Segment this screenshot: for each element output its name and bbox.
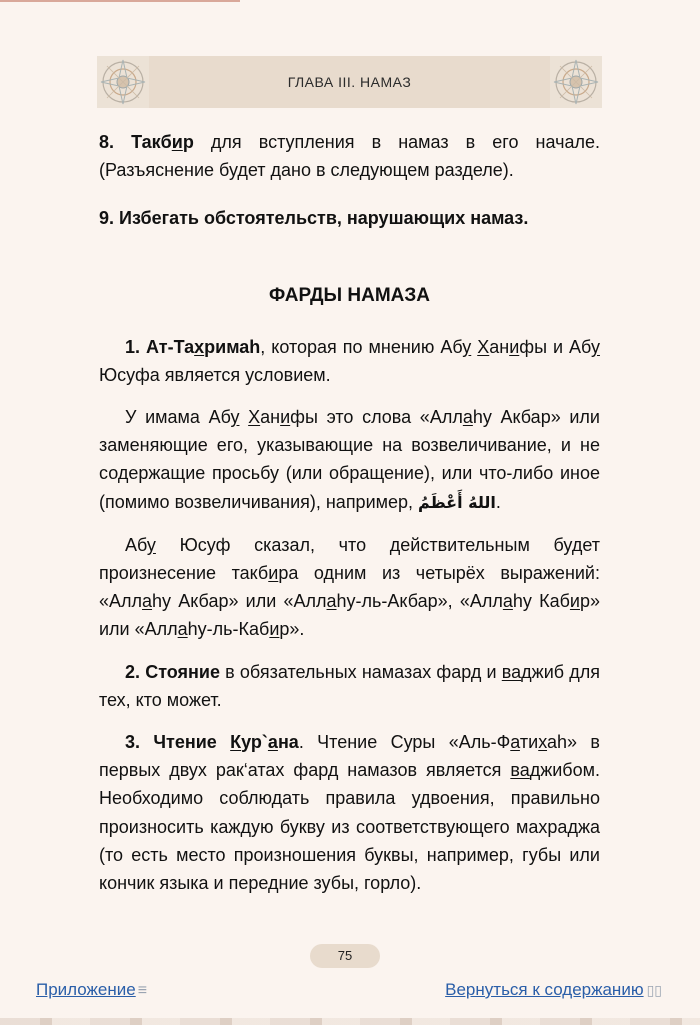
ornament-right-icon: [550, 56, 602, 108]
bottom-decorative-strip: [0, 1018, 700, 1025]
paragraph-quran: 3. Чтение Кур`ана. Чтение Суры «Аль-Фатихаh» в первых двух рак‘атах фард намазов является ваджибом. Необходимо соблюдать правила удвоения, правильно произносить каждую букву из соответствующего махраджа (то есть место произношения буквы, например, губы или кончик языка и передние зубы, горло).: [99, 732, 600, 894]
top-accent-line: [0, 0, 240, 2]
appendix-link-label[interactable]: Приложение: [36, 980, 136, 999]
appendix-link[interactable]: [36, 980, 147, 1000]
arabic-phrase: اللهُ أَعْظَمُ: [418, 492, 496, 512]
paragraph-avoid: 9. Избегать обстоятельств, нарушающих намаз.: [99, 208, 529, 229]
page-number: 75: [310, 944, 380, 968]
book-icon[interactable]: ▯▯: [646, 982, 662, 998]
chapter-title: ГЛАВА III. НАМАЗ: [287, 74, 412, 90]
paragraph-tahrima: 1. Ат-Тахримаh, которая по мнению Абу Ханифы и Абу Юсуфа является условием.: [99, 336, 600, 385]
back-to-contents-label[interactable]: Вернуться к содержанию: [445, 980, 644, 999]
back-to-contents-link[interactable]: [445, 980, 662, 1000]
paragraph-imam: У имама Абу Ханифы это слова «Аллаhу Акбар» или заменяющие его, указывающие на возвеличивание, и не содержащие просьбу (или обращение), или что-либо иное (помимо возвеличивания), например, اللهُ أَعْظَمُ.: [99, 407, 600, 512]
section-heading: ФАРДЫ НАМАЗА: [269, 284, 430, 306]
paragraph-takbir: 8. Такбир для вступления в намаз в его начале. (Разъяснение будет дано в следующем разделе).: [99, 132, 600, 181]
page-content: [99, 128, 600, 897]
paragraph-standing: 2. Стояние в обязательных намазах фард и ваджиб для тех, кто может.: [99, 661, 600, 710]
ornament-left-icon: [97, 56, 149, 108]
menu-icon[interactable]: ≡: [137, 982, 148, 999]
paragraph-abu-yusuf: Абу Юсуф сказал, что действительным будет произнесение такбира одним из четырёх выражений: «Аллаhу Акбар» или «Аллаhу-ль-Акбар», «Аллаhу Кабир» или «Аллаhу-ль-Кабир».: [99, 534, 601, 640]
